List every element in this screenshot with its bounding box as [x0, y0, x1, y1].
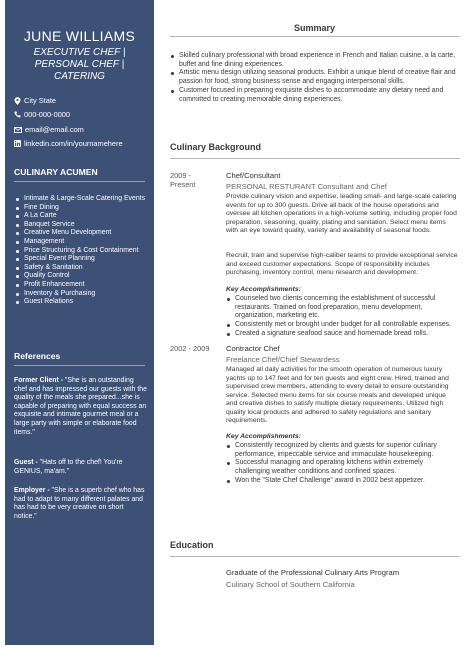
- list-item: Creative Menu Development: [14, 229, 150, 238]
- job-date: [170, 171, 195, 189]
- linkedin-icon: [14, 140, 21, 147]
- education-divider: [170, 556, 460, 557]
- education-school: Culinary School of Southern California: [226, 580, 355, 589]
- phone-text: 000-000-0000: [24, 110, 71, 119]
- list-item: Price Structuring & Cost Containment: [14, 247, 150, 256]
- list-item: Consistently recognized by clients and guests for superior culinary performance, impeccable service and immaculate housekeeping.: [226, 442, 458, 459]
- background-heading: Culinary Background: [170, 142, 262, 152]
- sidebar: [0, 0, 155, 672]
- contact-location: [14, 96, 56, 105]
- acumen-divider: [14, 181, 145, 182]
- list-item: Banquet Service: [14, 221, 150, 230]
- acumen-heading: CULINARY ACUMEN: [14, 167, 98, 177]
- job-date: [170, 344, 209, 353]
- job-date-line: Present: [170, 180, 196, 189]
- list-item: Artistic menu design utilizing seasonal products. Exhibit a unique blend of creative flair and passion for food, strong business sense and engaging interpersonal skills.: [170, 69, 458, 86]
- contact-linkedin[interactable]: [14, 139, 123, 148]
- location-text: City State: [24, 96, 57, 105]
- list-item: Successful managing and operating kitchens within extremely challenging weather conditions and confined spaces.: [226, 459, 458, 476]
- list-item: Skilled culinary professional with broad experience in French and Italian cuisine, a la carte, buffet and fine dining experiences.: [170, 52, 458, 69]
- list-item: Safety & Sanitation: [14, 264, 150, 273]
- job-title-line-2: PERSONAL CHEF |: [34, 59, 125, 70]
- job-date-line: 2002 - 2009: [170, 344, 210, 353]
- list-item: Guest Relations: [14, 298, 150, 307]
- reference-employer: [14, 487, 148, 521]
- list-item: Inventory & Purchasing: [14, 290, 150, 299]
- list-item: Consistently met or brought under budget for all controllable expenses.: [226, 321, 458, 330]
- reference-quote: "She is an outstanding chef and has impressed our guests with the quality of the meals she prepared...she is capable of preparing with equal success an exquisite and intimate gourmet meal or a large party with simple or elaborate food items.": [14, 377, 147, 436]
- job-description: Managed all daily activities for the smooth operation of numerous luxury yachts up to 147 feet and for ten guests and eight crew. Hired, trained and supervised crew members, attending to every detail to ensure outstanding service. Selected menu items for six course meals and developed unique and creative dishes to satisfy multiple dietary requirements. Utilized high quality local products and adhered to safety regulations and sanitary requirements.: [226, 366, 449, 424]
- summary-list: [170, 52, 458, 104]
- email-icon: [14, 127, 22, 133]
- email-text[interactable]: email@email.com: [25, 125, 84, 134]
- reference-source: Employer -: [14, 487, 50, 494]
- job-description: Recruit, train and supervise high-caliber teams to provide exceptional service and exceed customer expectations. Scope of responsibility includes purchasing, inventory control, menu research and development.: [226, 252, 458, 276]
- accomplishments-list: [226, 442, 458, 486]
- list-item: Fine Dining: [14, 204, 150, 213]
- job-title: Contractor Chef: [226, 344, 280, 353]
- job-title-line-3: CATERING: [54, 71, 105, 82]
- reference-guest: [14, 459, 148, 476]
- acumen-list: [14, 195, 150, 307]
- accomplishments-list: [226, 295, 458, 339]
- list-item: Profit Enhancement: [14, 281, 150, 290]
- reference-quote: "She is a superb chef who has had to adapt to many different palates and has had to be very creative on short notice.": [14, 487, 145, 520]
- list-item: Intimate & Large-Scale Catering Events: [14, 195, 150, 204]
- education-heading: Education: [170, 540, 214, 550]
- summary-heading: Summary: [294, 23, 336, 33]
- list-item: A La Carte: [14, 212, 150, 221]
- contact-email[interactable]: [14, 125, 84, 134]
- list-item: Counseled two clients concerning the establishment of successful restaurants. Trained on food preparation, menu development, organization, marketing etc.: [226, 295, 458, 321]
- job-company: PERSONAL RESTURANT Consultant and Chef: [226, 182, 387, 191]
- phone-icon: [14, 111, 21, 118]
- job-title: Chef/Consultant: [226, 171, 281, 180]
- job-date-line: 2009 -: [170, 171, 191, 180]
- list-item: Created a signature seafood sauce and homemade bread rolls.: [226, 330, 458, 339]
- reference-source: Guest -: [14, 459, 38, 466]
- references-heading: References: [14, 351, 61, 361]
- list-item: Management: [14, 238, 150, 247]
- list-item: Special Event Planning: [14, 255, 150, 264]
- reference-quote: "Hats off to the chef! You're GENIUS, ma'am.": [14, 459, 123, 475]
- references-divider: [14, 365, 145, 366]
- contact-phone: [14, 110, 70, 119]
- summary-divider: [170, 36, 460, 37]
- linkedin-text[interactable]: linkedin.com/in/yournamehere: [24, 139, 123, 148]
- list-item: Won the "State Chef Challenge" award in 2002 best appetizer.: [226, 477, 458, 486]
- reference-former-client: [14, 377, 148, 437]
- sidebar-panel: [5, 0, 154, 645]
- list-item: Quality Control: [14, 272, 150, 281]
- education-degree: Graduate of the Professional Culinary Arts Program: [226, 568, 400, 577]
- accomplishments-heading: Key Accomplishments:: [226, 433, 301, 440]
- accomplishments-heading: Key Accomplishments:: [226, 286, 301, 293]
- location-pin-icon: [14, 97, 21, 105]
- background-divider: [170, 158, 460, 159]
- job-description: Provide culinary vision and expertise, leading small- and large-scale catering events for up to 300 guests. Drive all back of the house operations and oversee all kitchen operations in a high-volume setting, including proper food preparation, seasoning, quality, plating and sanitation. Select menu items with an eye toward quality, variety and availability of seasonal foods.: [226, 193, 457, 234]
- reference-source: Former Client -: [14, 377, 64, 384]
- list-item: Customer focused in preparing exquisite dishes to accommodate any dietary need and committed to creating memorable dining experiences.: [170, 87, 458, 104]
- candidate-name: JUNE WILLIAMS: [23, 28, 136, 44]
- job-company: Freelance Chef/Chief Stewardess: [226, 355, 340, 364]
- job-title-line-1: EXECUTIVE CHEF |: [33, 47, 126, 58]
